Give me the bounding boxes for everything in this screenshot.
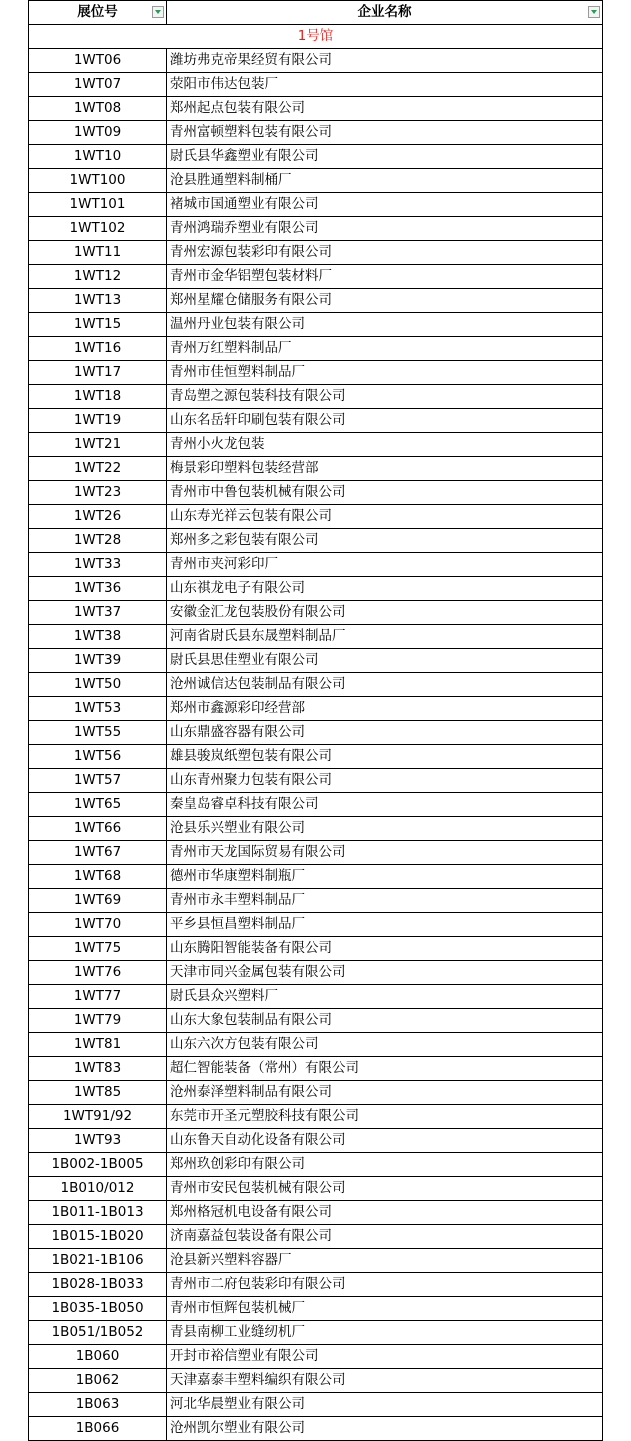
table-row xyxy=(29,1201,603,1225)
company-name-cell[interactable]: 山东鼎盛容器有限公司 xyxy=(167,721,603,745)
table-row xyxy=(29,649,603,673)
company-name-cell[interactable]: 青州市永丰塑料制品厂 xyxy=(167,889,603,913)
table-row xyxy=(29,73,603,97)
company-name-cell[interactable]: 郑州起点包装有限公司 xyxy=(167,97,603,121)
company-name-cell[interactable]: 青州市天龙国际贸易有限公司 xyxy=(167,841,603,865)
booth-number-cell[interactable]: 1B062 xyxy=(29,1369,167,1393)
table-row xyxy=(29,1081,603,1105)
table-row xyxy=(29,1105,603,1129)
table-row xyxy=(29,1249,603,1273)
company-name-cell[interactable]: 青州小火龙包装 xyxy=(167,433,603,457)
company-name-cell[interactable]: 山东青州聚力包装有限公司 xyxy=(167,769,603,793)
company-name-cell[interactable]: 郑州星耀仓储服务有限公司 xyxy=(167,289,603,313)
company-name-cell[interactable]: 山东六次方包装有限公司 xyxy=(167,1033,603,1057)
company-name-cell[interactable]: 温州丹业包装有限公司 xyxy=(167,313,603,337)
company-name-cell[interactable]: 山东名岳轩印刷包装有限公司 xyxy=(167,409,603,433)
table-row xyxy=(29,217,603,241)
company-name-cell[interactable]: 青州宏源包装彩印有限公司 xyxy=(167,241,603,265)
booth-number-cell[interactable]: 1WT50 xyxy=(29,673,167,697)
booth-number-cell[interactable]: 1WT69 xyxy=(29,889,167,913)
booth-number-cell[interactable]: 1WT66 xyxy=(29,817,167,841)
company-name-cell[interactable]: 荥阳市伟达包装厂 xyxy=(167,73,603,97)
booth-number-cell[interactable]: 1WT06 xyxy=(29,49,167,73)
booth-number-cell[interactable]: 1WT33 xyxy=(29,553,167,577)
booth-number-cell[interactable]: 1WT77 xyxy=(29,985,167,1009)
company-name-cell[interactable]: 天津嘉泰丰塑料编织有限公司 xyxy=(167,1369,603,1393)
company-name-cell[interactable]: 青州鸿瑞乔塑业有限公司 xyxy=(167,217,603,241)
booth-number-cell[interactable]: 1WT23 xyxy=(29,481,167,505)
booth-number-cell[interactable]: 1B028-1B033 xyxy=(29,1273,167,1297)
company-name-cell[interactable]: 东莞市开圣元塑胶科技有限公司 xyxy=(167,1105,603,1129)
booth-number-cell[interactable]: 1WT55 xyxy=(29,721,167,745)
company-name-cell[interactable]: 梅景彩印塑料包装经营部 xyxy=(167,457,603,481)
booth-number-cell[interactable]: 1B021-1B106 xyxy=(29,1249,167,1273)
table-row xyxy=(29,793,603,817)
company-name-cell[interactable]: 山东祺龙电子有限公司 xyxy=(167,577,603,601)
table-row xyxy=(29,1177,603,1201)
company-name-cell[interactable]: 郑州玖创彩印有限公司 xyxy=(167,1153,603,1177)
company-name-cell[interactable]: 沧县胜通塑料制桶厂 xyxy=(167,169,603,193)
header-company-name xyxy=(167,1,603,25)
company-name-cell[interactable]: 青州市二府包装彩印有限公司 xyxy=(167,1273,603,1297)
table-row xyxy=(29,769,603,793)
company-name-cell[interactable]: 超仁智能装备（常州）有限公司 xyxy=(167,1057,603,1081)
table-row xyxy=(29,1297,603,1321)
table-row xyxy=(29,697,603,721)
table-row xyxy=(29,49,603,73)
table-row xyxy=(29,985,603,1009)
booth-number-cell[interactable]: 1WT79 xyxy=(29,1009,167,1033)
company-name-cell[interactable]: 青州市中鲁包装机械有限公司 xyxy=(167,481,603,505)
booth-number-cell[interactable]: 1WT17 xyxy=(29,361,167,385)
table-row xyxy=(29,481,603,505)
company-name-cell[interactable]: 平乡县恒昌塑料制品厂 xyxy=(167,913,603,937)
booth-number-cell[interactable]: 1WT70 xyxy=(29,913,167,937)
header-company-label: 企业名称 xyxy=(357,4,412,20)
company-name-cell[interactable]: 青州富顿塑料包装有限公司 xyxy=(167,121,603,145)
booth-number-cell[interactable]: 1WT83 xyxy=(29,1057,167,1081)
booth-number-cell[interactable]: 1WT26 xyxy=(29,505,167,529)
table-row xyxy=(29,913,603,937)
booth-number-cell[interactable]: 1WT18 xyxy=(29,385,167,409)
table-row xyxy=(29,1273,603,1297)
table-row xyxy=(29,577,603,601)
booth-number-cell[interactable]: 1WT57 xyxy=(29,769,167,793)
company-name-cell[interactable]: 郑州市鑫源彩印经营部 xyxy=(167,697,603,721)
booth-number-cell[interactable]: 1WT68 xyxy=(29,865,167,889)
table-row xyxy=(29,1369,603,1393)
company-name-cell[interactable]: 秦皇岛睿卓科技有限公司 xyxy=(167,793,603,817)
booth-number-cell[interactable]: 1WT37 xyxy=(29,601,167,625)
company-name-cell[interactable]: 尉氏县思佳塑业有限公司 xyxy=(167,649,603,673)
table-row xyxy=(29,505,603,529)
booth-number-cell[interactable]: 1WT19 xyxy=(29,409,167,433)
table-row xyxy=(29,97,603,121)
company-name-cell[interactable]: 沧县新兴塑料容器厂 xyxy=(167,1249,603,1273)
table-row xyxy=(29,1057,603,1081)
company-name-cell[interactable]: 河南省尉氏县东晟塑料制品厂 xyxy=(167,625,603,649)
table-row xyxy=(29,337,603,361)
company-name-cell[interactable]: 青州市安民包装机械有限公司 xyxy=(167,1177,603,1201)
booth-number-cell[interactable]: 1B063 xyxy=(29,1393,167,1417)
header-booth-label: 展位号 xyxy=(77,4,118,20)
booth-number-cell[interactable]: 1WT16 xyxy=(29,337,167,361)
booth-number-cell[interactable]: 1WT85 xyxy=(29,1081,167,1105)
exhibitor-table xyxy=(28,0,603,1441)
booth-number-cell[interactable]: 1B015-1B020 xyxy=(29,1225,167,1249)
filter-dropdown-icon[interactable] xyxy=(152,6,164,18)
table-row xyxy=(29,529,603,553)
company-name-cell[interactable]: 安徽金汇龙包装股份有限公司 xyxy=(167,601,603,625)
header-row xyxy=(29,1,603,25)
company-name-cell[interactable]: 青州市恒辉包装机械厂 xyxy=(167,1297,603,1321)
booth-number-cell[interactable]: 1WT13 xyxy=(29,289,167,313)
table-row xyxy=(29,745,603,769)
company-name-cell[interactable]: 山东大象包装制品有限公司 xyxy=(167,1009,603,1033)
table-row xyxy=(29,1129,603,1153)
booth-number-cell[interactable]: 1WT53 xyxy=(29,697,167,721)
booth-number-cell[interactable]: 1WT100 xyxy=(29,169,167,193)
table-row xyxy=(29,961,603,985)
booth-number-cell[interactable]: 1B011-1B013 xyxy=(29,1201,167,1225)
booth-number-cell[interactable]: 1WT91/92 xyxy=(29,1105,167,1129)
booth-number-cell[interactable]: 1WT21 xyxy=(29,433,167,457)
table-row xyxy=(29,601,603,625)
company-name-cell[interactable]: 尉氏县众兴塑料厂 xyxy=(167,985,603,1009)
table-row xyxy=(29,241,603,265)
booth-number-cell[interactable]: 1WT07 xyxy=(29,73,167,97)
table-row xyxy=(29,1321,603,1345)
table-row xyxy=(29,433,603,457)
booth-number-cell[interactable]: 1B060 xyxy=(29,1345,167,1369)
booth-number-cell[interactable]: 1B066 xyxy=(29,1417,167,1441)
company-name-cell[interactable]: 青州市佳恒塑料制品厂 xyxy=(167,361,603,385)
company-name-cell[interactable]: 尉氏县华鑫塑业有限公司 xyxy=(167,145,603,169)
filter-dropdown-icon[interactable] xyxy=(588,6,600,18)
company-name-cell[interactable]: 山东腾阳智能装备有限公司 xyxy=(167,937,603,961)
company-name-cell[interactable]: 山东寿光祥云包装有限公司 xyxy=(167,505,603,529)
booth-number-cell[interactable]: 1WT11 xyxy=(29,241,167,265)
table-row xyxy=(29,1033,603,1057)
company-name-cell[interactable]: 沧县乐兴塑业有限公司 xyxy=(167,817,603,841)
booth-number-cell[interactable]: 1WT101 xyxy=(29,193,167,217)
company-name-cell[interactable]: 济南嘉益包装设备有限公司 xyxy=(167,1225,603,1249)
company-name-cell[interactable]: 郑州多之彩包装有限公司 xyxy=(167,529,603,553)
booth-number-cell[interactable]: 1WT15 xyxy=(29,313,167,337)
booth-number-cell[interactable]: 1B010/012 xyxy=(29,1177,167,1201)
company-name-cell[interactable]: 雄县骏岚纸塑包装有限公司 xyxy=(167,745,603,769)
table-row xyxy=(29,625,603,649)
booth-number-cell[interactable]: 1WT76 xyxy=(29,961,167,985)
company-name-cell[interactable]: 沧州泰泽塑料制品有限公司 xyxy=(167,1081,603,1105)
company-name-cell[interactable]: 青州万红塑料制品厂 xyxy=(167,337,603,361)
table-row xyxy=(29,1345,603,1369)
company-name-cell[interactable]: 天津市同兴金属包装有限公司 xyxy=(167,961,603,985)
table-row xyxy=(29,313,603,337)
booth-number-cell[interactable]: 1WT08 xyxy=(29,97,167,121)
table-row xyxy=(29,1153,603,1177)
table-row xyxy=(29,385,603,409)
company-name-cell[interactable]: 青岛塑之源包装科技有限公司 xyxy=(167,385,603,409)
table-row xyxy=(29,121,603,145)
table-row xyxy=(29,361,603,385)
table-row xyxy=(29,1225,603,1249)
company-name-cell[interactable]: 褚城市国通塑业有限公司 xyxy=(167,193,603,217)
booth-number-cell[interactable]: 1B051/1B052 xyxy=(29,1321,167,1345)
booth-number-cell[interactable]: 1B002-1B005 xyxy=(29,1153,167,1177)
table-row xyxy=(29,889,603,913)
booth-number-cell[interactable]: 1WT93 xyxy=(29,1129,167,1153)
company-name-cell[interactable]: 沧州诚信达包装制品有限公司 xyxy=(167,673,603,697)
company-name-cell[interactable]: 沧州凯尔塑业有限公司 xyxy=(167,1417,603,1441)
company-name-cell[interactable]: 青州市金华铝塑包装材料厂 xyxy=(167,265,603,289)
booth-number-cell[interactable]: 1WT22 xyxy=(29,457,167,481)
table-row xyxy=(29,721,603,745)
company-name-cell[interactable]: 潍坊弗克帝果经贸有限公司 xyxy=(167,49,603,73)
booth-number-cell[interactable]: 1WT39 xyxy=(29,649,167,673)
booth-number-cell[interactable]: 1WT56 xyxy=(29,745,167,769)
booth-number-cell[interactable]: 1B035-1B050 xyxy=(29,1297,167,1321)
booth-number-cell[interactable]: 1WT67 xyxy=(29,841,167,865)
table-row xyxy=(29,409,603,433)
table-row xyxy=(29,1009,603,1033)
company-name-cell[interactable]: 青县南柳工业缝纫机厂 xyxy=(167,1321,603,1345)
table-row xyxy=(29,457,603,481)
company-name-cell[interactable]: 河北华晨塑业有限公司 xyxy=(167,1393,603,1417)
booth-number-cell[interactable]: 1WT12 xyxy=(29,265,167,289)
booth-number-cell[interactable]: 1WT38 xyxy=(29,625,167,649)
booth-number-cell[interactable]: 1WT65 xyxy=(29,793,167,817)
table-row xyxy=(29,865,603,889)
booth-number-cell[interactable]: 1WT28 xyxy=(29,529,167,553)
table-row xyxy=(29,145,603,169)
table-row xyxy=(29,1393,603,1417)
hall-label[interactable]: 1号馆 xyxy=(29,25,603,49)
table-row xyxy=(29,169,603,193)
table-row xyxy=(29,553,603,577)
booth-number-cell[interactable]: 1WT81 xyxy=(29,1033,167,1057)
company-name-cell[interactable]: 郑州格冠机电设备有限公司 xyxy=(167,1201,603,1225)
company-name-cell[interactable]: 德州市华康塑料制瓶厂 xyxy=(167,865,603,889)
company-name-cell[interactable]: 开封市裕信塑业有限公司 xyxy=(167,1345,603,1369)
booth-number-cell[interactable]: 1WT102 xyxy=(29,217,167,241)
hall-row xyxy=(29,25,603,49)
booth-number-cell[interactable]: 1WT10 xyxy=(29,145,167,169)
table-row xyxy=(29,817,603,841)
table-row xyxy=(29,289,603,313)
table-row xyxy=(29,193,603,217)
table-row xyxy=(29,841,603,865)
company-name-cell[interactable]: 青州市夹河彩印厂 xyxy=(167,553,603,577)
header-booth-number xyxy=(29,1,167,25)
company-name-cell[interactable]: 山东鲁天自动化设备有限公司 xyxy=(167,1129,603,1153)
table-row xyxy=(29,937,603,961)
booth-number-cell[interactable]: 1WT09 xyxy=(29,121,167,145)
table-row xyxy=(29,673,603,697)
booth-number-cell[interactable]: 1WT75 xyxy=(29,937,167,961)
table-row xyxy=(29,265,603,289)
booth-number-cell[interactable]: 1WT36 xyxy=(29,577,167,601)
